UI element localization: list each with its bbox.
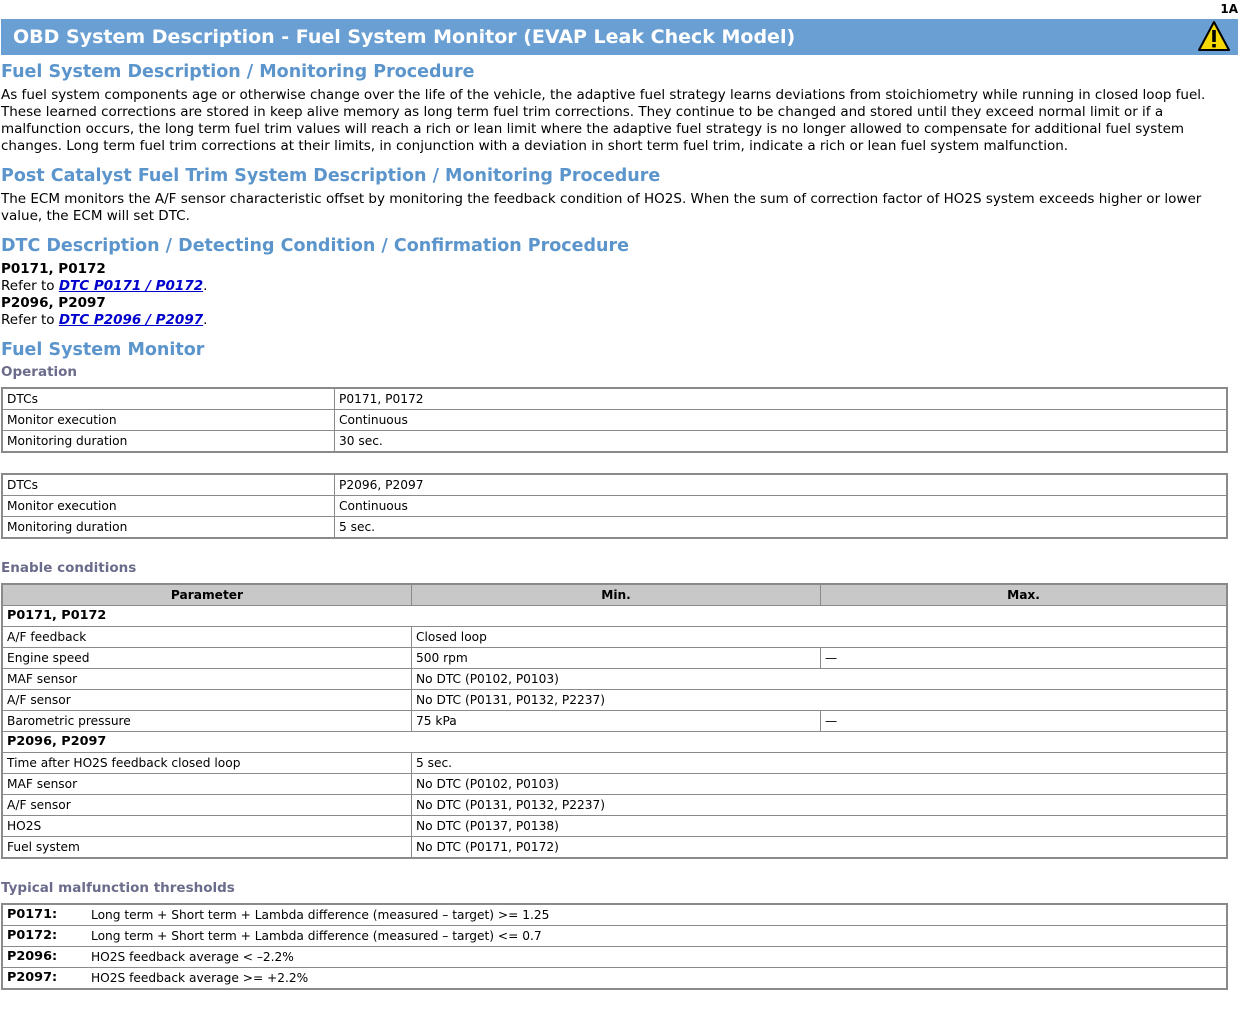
param-cell: HO2S — [2, 816, 412, 837]
min-cell: 75 kPa — [412, 711, 821, 732]
refer-prefix: Refer to — [1, 312, 59, 328]
param-cell: Fuel system — [2, 837, 412, 859]
min-cell: No DTC (P0171, P0172) — [412, 837, 1228, 859]
max-cell: — — [821, 711, 1228, 732]
table-row — [2, 837, 1227, 859]
min-cell: 5 sec. — [412, 753, 1228, 774]
table-row — [2, 774, 1227, 795]
warning-icon — [1198, 21, 1230, 51]
min-cell: No DTC (P0102, P0103) — [412, 669, 1228, 690]
table-row — [2, 690, 1227, 711]
param-cell: Monitoring duration — [2, 517, 335, 539]
dtc-group-p2096: P2096, P2097 — [1, 295, 106, 311]
section-heading-dtc: DTC Description / Detecting Condition / Confirmation Procedure — [1, 236, 629, 256]
page-title: OBD System Description - Fuel System Monitor (EVAP Leak Check Model) — [13, 26, 796, 48]
operation-table-1 — [1, 387, 1228, 453]
column-header: Max. — [821, 584, 1228, 606]
value-cell: 30 sec. — [335, 431, 1228, 453]
table-row — [2, 669, 1227, 690]
threshold-condition: Long term + Short term + Lambda difference (measured – target) >= 1.25 — [87, 904, 1227, 926]
section-heading-fuel-monitor: Fuel System Monitor — [1, 340, 205, 360]
table-row — [2, 388, 1227, 410]
table-row — [2, 926, 1227, 947]
table-row — [2, 410, 1227, 431]
param-cell: A/F sensor — [2, 690, 412, 711]
param-cell: Monitoring duration — [2, 431, 335, 453]
param-cell: MAF sensor — [2, 774, 412, 795]
value-cell: P2096, P2097 — [335, 474, 1228, 496]
threshold-code: P0171: — [2, 904, 87, 926]
thresholds-heading: Typical malfunction thresholds — [1, 880, 235, 896]
section-heading-fuel-system: Fuel System Description / Monitoring Procedure — [1, 62, 475, 82]
param-cell: Engine speed — [2, 648, 412, 669]
table-row — [2, 431, 1227, 453]
dtc-refer-line-2 — [0, 312, 1240, 329]
min-cell: No DTC (P0137, P0138) — [412, 816, 1228, 837]
min-cell: No DTC (P0102, P0103) — [412, 774, 1228, 795]
threshold-code: P2096: — [2, 947, 87, 968]
param-cell: A/F sensor — [2, 795, 412, 816]
operation-table-2 — [1, 473, 1228, 539]
table-row — [2, 711, 1227, 732]
period: . — [203, 312, 208, 328]
column-header: Parameter — [2, 584, 412, 606]
table-row — [2, 904, 1227, 926]
table-row — [2, 795, 1227, 816]
param-cell: Time after HO2S feedback closed loop — [2, 753, 412, 774]
group-row — [2, 732, 1227, 753]
value-cell: P0171, P0172 — [335, 388, 1228, 410]
min-cell: Closed loop — [412, 627, 1228, 648]
min-cell: No DTC (P0131, P0132, P2237) — [412, 690, 1228, 711]
document-body — [0, 61, 1240, 990]
table-row — [2, 627, 1227, 648]
dtc-refer-line-1 — [0, 278, 1240, 295]
min-cell: No DTC (P0131, P0132, P2237) — [412, 795, 1228, 816]
operation-heading: Operation — [1, 364, 78, 380]
refer-prefix: Refer to — [1, 278, 59, 294]
group-label: P0171, P0172 — [2, 606, 1227, 627]
page-id: 1A — [1220, 2, 1238, 16]
table-row — [2, 816, 1227, 837]
param-cell: DTCs — [2, 474, 335, 496]
threshold-condition: Long term + Short term + Lambda difference (measured – target) <= 0.7 — [87, 926, 1227, 947]
max-cell: — — [821, 648, 1228, 669]
thresholds-table — [1, 903, 1228, 990]
enable-conditions-heading: Enable conditions — [1, 560, 137, 576]
page-title-bar — [1, 19, 1238, 55]
param-cell: Monitor execution — [2, 410, 335, 431]
fuel-system-description: As fuel system components age or otherwise change over the life of the vehicle, the adaptive fuel strategy learns deviations from stoichiometry while running in closed loop fuel. These learned corrections are stored in keep alive memory as long term fuel trim corrections. They continue to be changed and stored until they exceed normal limit or if a malfunction occurs, the long term fuel trim values will reach a rich or lean limit where the adaptive fuel strategy is no longer allowed to compensate for additional fuel system changes. Long term fuel trim corrections at their limits, in conjunction with a deviation in short term fuel trim, indicate a rich or lean fuel system malfunction. — [1, 87, 1206, 154]
threshold-code: P0172: — [2, 926, 87, 947]
table-row — [2, 517, 1227, 539]
value-cell: 5 sec. — [335, 517, 1228, 539]
table-row — [2, 968, 1227, 990]
threshold-condition: HO2S feedback average < –2.2% — [87, 947, 1227, 968]
post-catalyst-description: The ECM monitors the A/F sensor characteristic offset by monitoring the feedback condition of HO2S. When the sum of correction factor of HO2S system exceeds higher or lower value, the ECM will set DTC. — [1, 191, 1202, 224]
min-cell: 500 rpm — [412, 648, 821, 669]
table-row — [2, 496, 1227, 517]
param-cell: MAF sensor — [2, 669, 412, 690]
param-cell: A/F feedback — [2, 627, 412, 648]
table-row — [2, 753, 1227, 774]
column-header: Min. — [412, 584, 821, 606]
threshold-condition: HO2S feedback average >= +2.2% — [87, 968, 1227, 990]
param-cell: Monitor execution — [2, 496, 335, 517]
table-row — [2, 648, 1227, 669]
dtc-p2096-link[interactable]: DTC P2096 / P2097 — [58, 312, 204, 328]
period: . — [203, 278, 208, 294]
group-label: P2096, P2097 — [2, 732, 1227, 753]
table-header-row — [2, 584, 1227, 606]
group-row — [2, 606, 1227, 627]
table-row — [2, 474, 1227, 496]
table-row — [2, 947, 1227, 968]
param-cell: Barometric pressure — [2, 711, 412, 732]
dtc-group-p0171: P0171, P0172 — [1, 261, 106, 277]
threshold-code: P2097: — [2, 968, 87, 990]
dtc-p0171-link[interactable]: DTC P0171 / P0172 — [58, 278, 204, 294]
param-cell: DTCs — [2, 388, 335, 410]
value-cell: Continuous — [335, 410, 1228, 431]
section-heading-post-catalyst: Post Catalyst Fuel Trim System Description / Monitoring Procedure — [1, 166, 661, 186]
enable-conditions-table — [1, 583, 1228, 859]
value-cell: Continuous — [335, 496, 1228, 517]
